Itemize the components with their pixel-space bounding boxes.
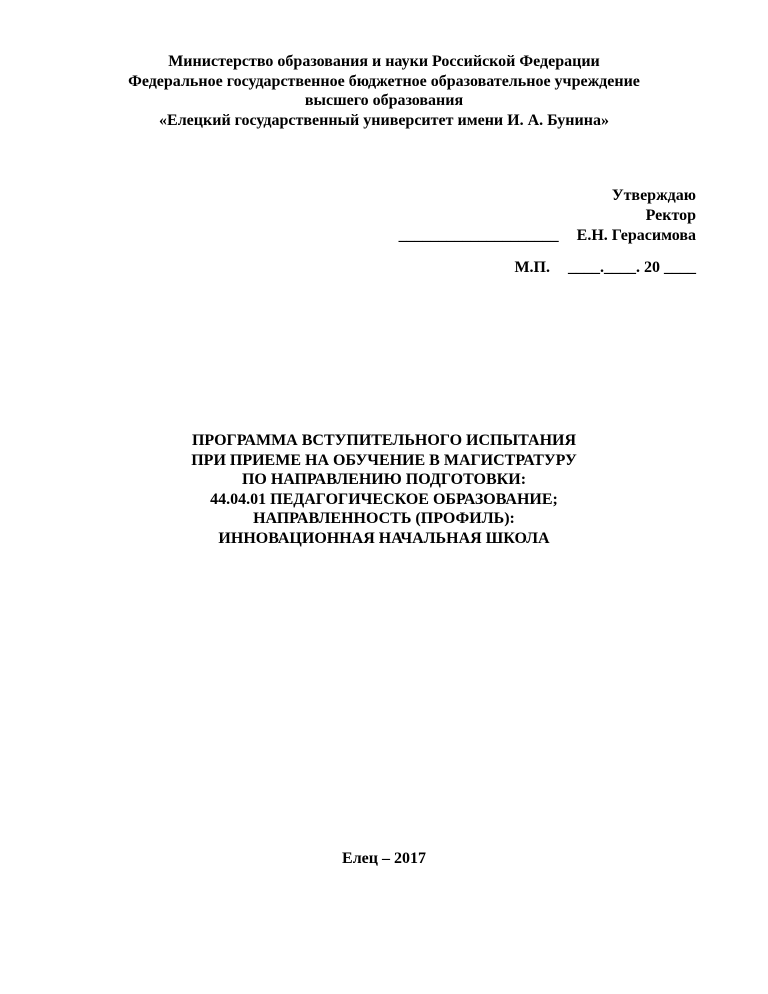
institution-header	[0, 52, 768, 130]
title-line-5: НАПРАВЛЕННОСТЬ (ПРОФИЛЬ):	[253, 510, 515, 527]
stamp-label: М.П.	[514, 259, 550, 276]
city-year: Елец – 2017	[342, 850, 426, 867]
signature-line	[399, 226, 696, 246]
signature-blank: ____________________	[398, 227, 559, 244]
rector-label: Ректор	[645, 207, 696, 224]
approve-label: Утверждаю	[611, 187, 696, 204]
date-blank: ____.____. 20 ____	[568, 259, 696, 276]
title-line-6: ИННОВАЦИОННАЯ НАЧАЛЬНАЯ ШКОЛА	[218, 529, 550, 547]
ministry-line: Министерство образования и науки Российской Федерации	[168, 53, 600, 70]
university-name-line: «Елецкий государственный университет имени И. А. Бунина»	[159, 111, 609, 129]
education-level-line: высшего образования	[304, 92, 464, 109]
approval-block	[399, 186, 696, 246]
title-line-1: ПРОГРАММА ВСТУПИТЕЛЬНОГО ИСПЫТАНИЯ	[191, 432, 577, 449]
rector-name: Е.Н. Герасимова	[576, 227, 696, 244]
institution-type-line: Федеральное государственное бюджетное образовательное учреждение	[128, 72, 640, 90]
title-line-4: 44.04.01 ПЕДАГОГИЧЕСКОЕ ОБРАЗОВАНИЕ;	[210, 490, 558, 508]
stamp-date-line	[514, 259, 696, 277]
program-title	[0, 431, 768, 548]
title-line-2: ПРИ ПРИЕМЕ НА ОБУЧЕНИЕ В МАГИСТРАТУРУ	[191, 451, 577, 469]
title-line-3: ПО НАПРАВЛЕНИЮ ПОДГОТОВКИ:	[241, 471, 527, 488]
